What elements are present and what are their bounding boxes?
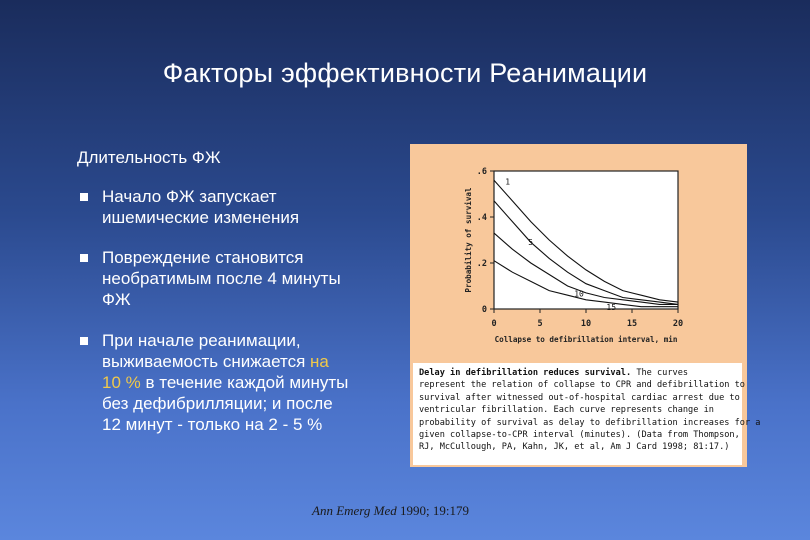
y-tick-label: .2 — [476, 259, 487, 269]
bullet-text — [102, 330, 392, 435]
caption-line: ventricular fibrillation. Each curve represents change in — [419, 405, 714, 416]
y-tick-label: .6 — [476, 167, 487, 177]
citation-journal: Ann Emerg Med — [312, 503, 397, 518]
bullet-line: необратимым после 4 минуты — [102, 269, 341, 288]
citation — [312, 503, 469, 519]
bullet-line: без дефибрилляции; и после — [102, 394, 333, 413]
x-tick-label: 20 — [672, 319, 684, 329]
bullet-square-icon — [80, 193, 88, 201]
subheading: Длительность ФЖ — [77, 148, 221, 167]
bullet-square-icon — [80, 337, 88, 345]
caption-line: probability of survival as delay to defibrillation increases for a — [419, 417, 761, 428]
series-label: 5 — [528, 238, 534, 248]
y-tick-label: .4 — [476, 213, 487, 223]
citation-details: 1990; 19:179 — [399, 503, 469, 518]
bullet-line: ишемические изменения — [102, 208, 300, 227]
bullet-line — [102, 351, 392, 372]
bullet-text — [102, 186, 392, 228]
chart-caption — [413, 363, 761, 465]
x-tick-label: 0 — [491, 319, 497, 329]
highlight-text: 10 % — [102, 373, 141, 392]
x-tick-label: 10 — [580, 319, 592, 329]
bullet-line — [102, 372, 392, 393]
bullet-line-part: в течение каждой минуты — [145, 373, 349, 392]
series-label: 15 — [606, 303, 617, 313]
x-tick-label: 5 — [537, 319, 543, 329]
series-label: 1 — [505, 177, 511, 187]
highlight-text: на — [310, 352, 329, 371]
series-label: 10 — [574, 289, 584, 299]
survival-chart — [410, 144, 747, 362]
y-axis-label: Probability of survival — [464, 187, 473, 293]
slide-title: Факторы эффективности Реанимации — [162, 58, 648, 88]
bullet-text — [102, 247, 392, 310]
caption-title: Delay in defibrillation reduces survival. — [419, 368, 632, 378]
caption-line: RJ, McCullough, PA, Kahn, JK, et al, Am J Card 1998; 81:17.) — [419, 442, 730, 453]
bullet-line: 12 минут - только на 2 - 5 % — [102, 415, 323, 434]
bullet-line-part: выживаемость снижается — [102, 352, 311, 371]
caption-line: survival after witnessed out-of-hospital cardiac arrest due to — [419, 392, 740, 403]
caption-text: The curves — [631, 368, 689, 378]
y-tick-label: 0 — [481, 305, 487, 315]
bullet-line: ФЖ — [102, 290, 131, 309]
bullet-square-icon — [80, 254, 88, 262]
bullet-line: Повреждение становится — [102, 248, 304, 267]
plot-area — [494, 171, 678, 309]
x-tick-label: 15 — [626, 319, 638, 329]
caption-line: given collapse-to-CPR interval (minutes). (Data from Thompson, — [419, 430, 740, 441]
x-axis-label: Collapse to defibrillation interval, min — [494, 335, 678, 344]
bullet-line: При начале реанимации, — [102, 331, 301, 350]
caption-line: represent the relation of collapse to CPR and defibrillation to — [419, 380, 745, 391]
caption-line — [419, 367, 742, 379]
bullet-line: Начало ФЖ запускает — [102, 187, 277, 206]
